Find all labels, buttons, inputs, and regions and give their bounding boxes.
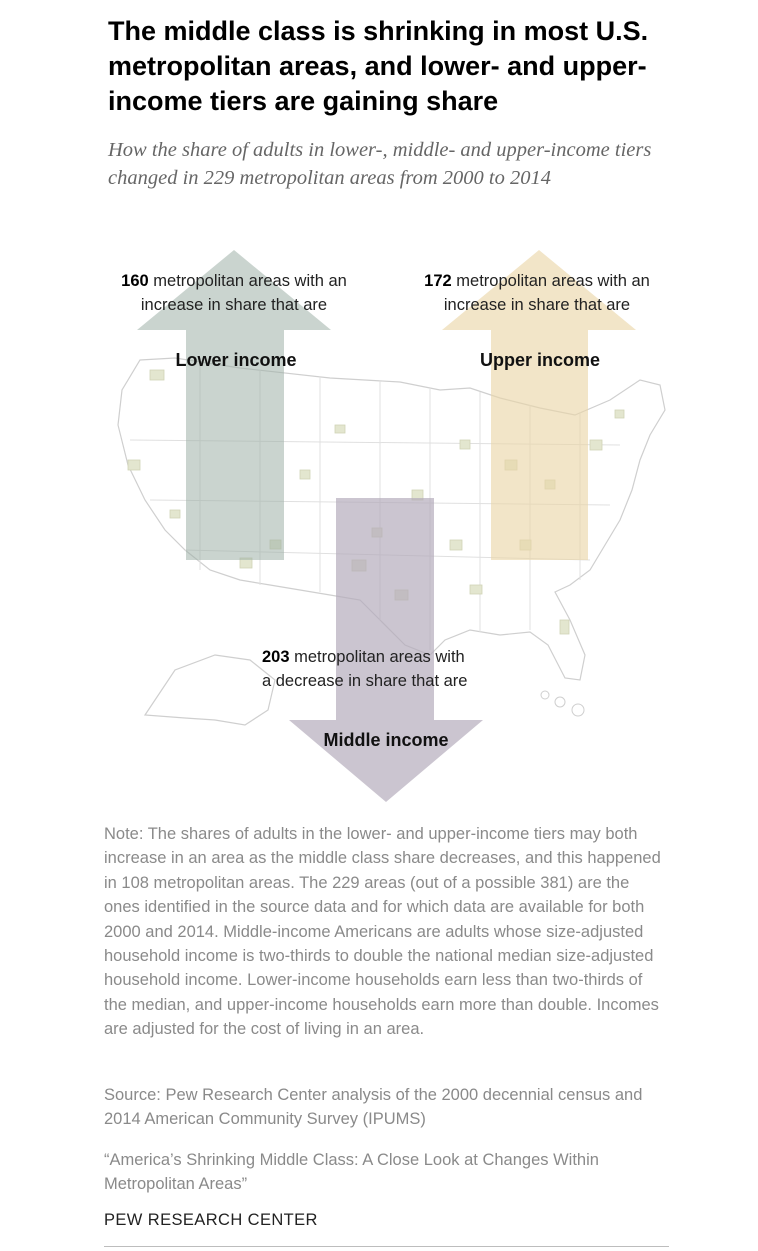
upper-income-tier-label: Upper income [479,350,601,370]
middle-income-count: 203 [262,648,290,666]
alaska-outline [145,655,275,725]
chart-subtitle: How the share of adults in lower-, middle- and upper-income tiers changed in 229 metropolitan areas from 2000 to 2014 [108,139,652,189]
middle-income-count-label [262,645,512,693]
upper-income-desc-line2: increase in share that are [443,296,631,314]
middle-income-desc-line2: a decrease in share that are [262,672,468,690]
middle-income-tier-label: Middle income [323,730,449,750]
footnote: Note: The shares of adults in the lower- and upper-income tiers may both increase in an area as the middle class share decreases, and this happened in 108 metropolitan areas. The 229 areas (out of a possible 381) are the ones identified in the source data and for which data are available for both 2000 and 2014. Middle-income Americans are adults whose size-adjusted household income is two-thirds to double the national median size-adjusted household income. Lower-income households earn less than two-thirds of the median, and upper-income households earn more than double. Incomes are adjusted for the cost of living in an area. [104,825,661,1039]
bottom-divider [104,1246,669,1247]
report-title: “America’s Shrinking Middle Class: A Close Look at Changes Within Metropolitan Areas” [104,1151,599,1194]
pew-research-center-logo: PEW RESEARCH CENTER [104,1211,318,1229]
hawaii-outline [541,691,584,716]
lower-income-desc-line2: increase in share that are [140,296,328,314]
middle-income-desc-line1: metropolitan areas with [294,648,465,666]
upper-income-count-label [395,269,679,317]
us-map-with-arrows [0,240,758,810]
lower-income-desc-line1: metropolitan areas with an [153,272,347,290]
source-line: Source: Pew Research Center analysis of the 2000 decennial census and 2014 American Community Survey (IPUMS) [104,1086,643,1129]
lower-income-count-label [92,269,376,317]
chart-title: The middle class is shrinking in most U.S. metropolitan areas, and lower- and upper-income tiers are gaining share [108,16,649,116]
upper-income-desc-line1: metropolitan areas with an [456,272,650,290]
lower-income-tier-label: Lower income [175,350,297,370]
us-metro-map-figure [0,240,758,810]
upper-income-count: 172 [424,272,452,290]
lower-income-count: 160 [121,272,149,290]
